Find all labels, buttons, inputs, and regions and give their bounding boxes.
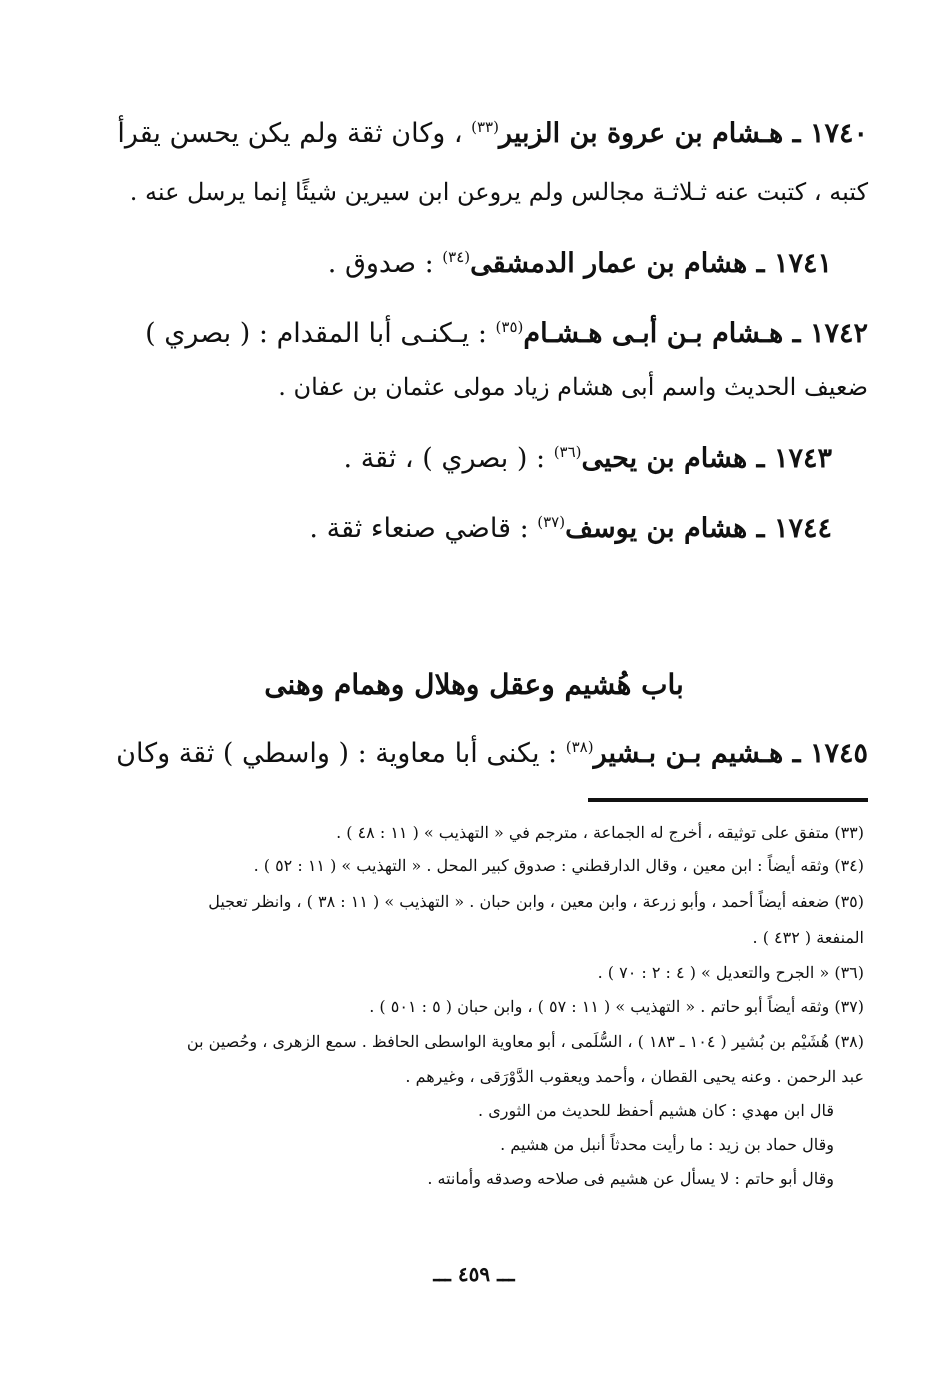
entry-1741-text: : صدوق .	[327, 248, 443, 279]
footnote-38-quote-2: وقال حماد بن زيد : ما رأيت محدثاً أنبل من هشيم .	[500, 1135, 834, 1154]
entry-1743	[80, 443, 832, 474]
footnote-38-quote-3: وقال أبو حاتم : لا يسأل عن هشيم فى صلاحه وصدقه وأمانته .	[427, 1169, 834, 1188]
entry-1744	[80, 513, 832, 544]
entry-1743-text: : ( بصري ) ، ثقة .	[343, 443, 554, 474]
section-heading: باب هُشيم وعقل وهلال وهمام وهنى	[264, 668, 684, 701]
footnote-ref-37[interactable]: (٣٧)	[537, 513, 566, 531]
entry-1742-line-2	[80, 373, 868, 401]
entry-1742-head: ١٧٤٢ ـ هـشام بـن أبـى هـشـام	[523, 318, 868, 349]
entry-1741	[80, 248, 832, 279]
entry-1742-line-1	[80, 318, 868, 349]
footnote-ref-36[interactable]: (٣٦)	[553, 443, 582, 461]
entry-1740-continuation: كتبه ، كتبت عنه ثـلاثـة مجالس ولم يروعن ابن سيرين شيئًا إنما يرسل عنه .	[129, 178, 868, 206]
footnote-35: (٣٥) ضعفه أيضاً أحمد ، وأبو زرعة ، وابن معين ، وابن حبان . « التهذيب » ( ١١ : ٣٨ ) ، وانظر تعجيل	[208, 892, 864, 911]
entry-1742-text: : يـكنـى أبا المقدام : ( بصري )	[145, 318, 496, 349]
footnote-ref-34[interactable]: (٣٤)	[442, 248, 471, 266]
footnote-separator	[588, 798, 868, 802]
footnote-33: (٣٣) متفق على توثيقه ، أخرج له الجماعة ، مترجم في « التهذيب » ( ١١ : ٤٨ ) .	[336, 823, 864, 842]
entry-1745-head: ١٧٤٥ ـ هـشيم بـن بـشير	[593, 738, 868, 769]
page-number: ـــ ٤٥٩ ـــ	[433, 1262, 515, 1286]
footnote-ref-35[interactable]: (٣٥)	[495, 318, 524, 336]
footnote-35-continuation: المنفعة ( ٤٣٢ ) .	[752, 928, 864, 947]
footnote-36: (٣٦) « الجرح والتعديل » ( ٤ : ٢ : ٧٠ ) .	[597, 963, 864, 982]
entry-1745	[80, 738, 868, 769]
entry-1743-head: ١٧٤٣ ـ هشام بن يحيى	[581, 443, 832, 474]
entry-1740-line-1	[80, 118, 868, 149]
entry-1744-head: ١٧٤٤ ـ هشام بن يوسف	[565, 513, 832, 544]
entry-1745-text: : يكنى أبا معاوية : ( واسطي ) ثقة وكان	[116, 738, 566, 769]
footnote-34: (٣٤) وثقه أيضاً : ابن معين ، وقال الدارقطني : صدوق كبير المحل . « التهذيب » ( ١١ : ٥٢ ) .	[253, 856, 864, 875]
entry-1742-continuation: ضعيف الحديث واسم أبى هشام زياد مولى عثمان بن عفان .	[278, 373, 868, 401]
entry-1740-text: ، وكان ثقة ولم يكن يحسن يقرأ	[117, 118, 472, 149]
footnote-38-line-2: عبد الرحمن . وعنه يحيى القطان ، وأحمد ويعقوب الدَّوْرَقى ، وغيرهم .	[405, 1067, 864, 1086]
entry-1744-text: : قاضي صنعاء ثقة .	[309, 513, 538, 544]
footnote-ref-38[interactable]: (٣٨)	[565, 738, 594, 756]
footnote-38-quote-1: قال ابن مهدي : كان هشيم أحفظ للحديث من الثورى .	[478, 1101, 834, 1120]
entry-1740-head: ١٧٤٠ ـ هـشام بن عروة بن الزبير	[498, 118, 868, 149]
footnote-37: (٣٧) وثقه أيضاً أبو حاتم . « التهذيب » ( ١١ : ٥٧ ) ، وابن حبان ( ٥ : ٥٠١ ) .	[369, 997, 864, 1016]
footnote-38: (٣٨) هُشَيْم بن بُشير ( ١٠٤ ـ ١٨٣ ) ، السُّلَمى ، أبو معاوية الواسطى الحافظ . سمع الزهرى ، وحُصين بن	[186, 1032, 864, 1051]
entry-1741-head: ١٧٤١ ـ هشام بن عمار الدمشقى	[470, 248, 832, 279]
entry-1740-line-2	[80, 178, 868, 206]
footnote-ref-33[interactable]: (٣٣)	[471, 118, 499, 136]
